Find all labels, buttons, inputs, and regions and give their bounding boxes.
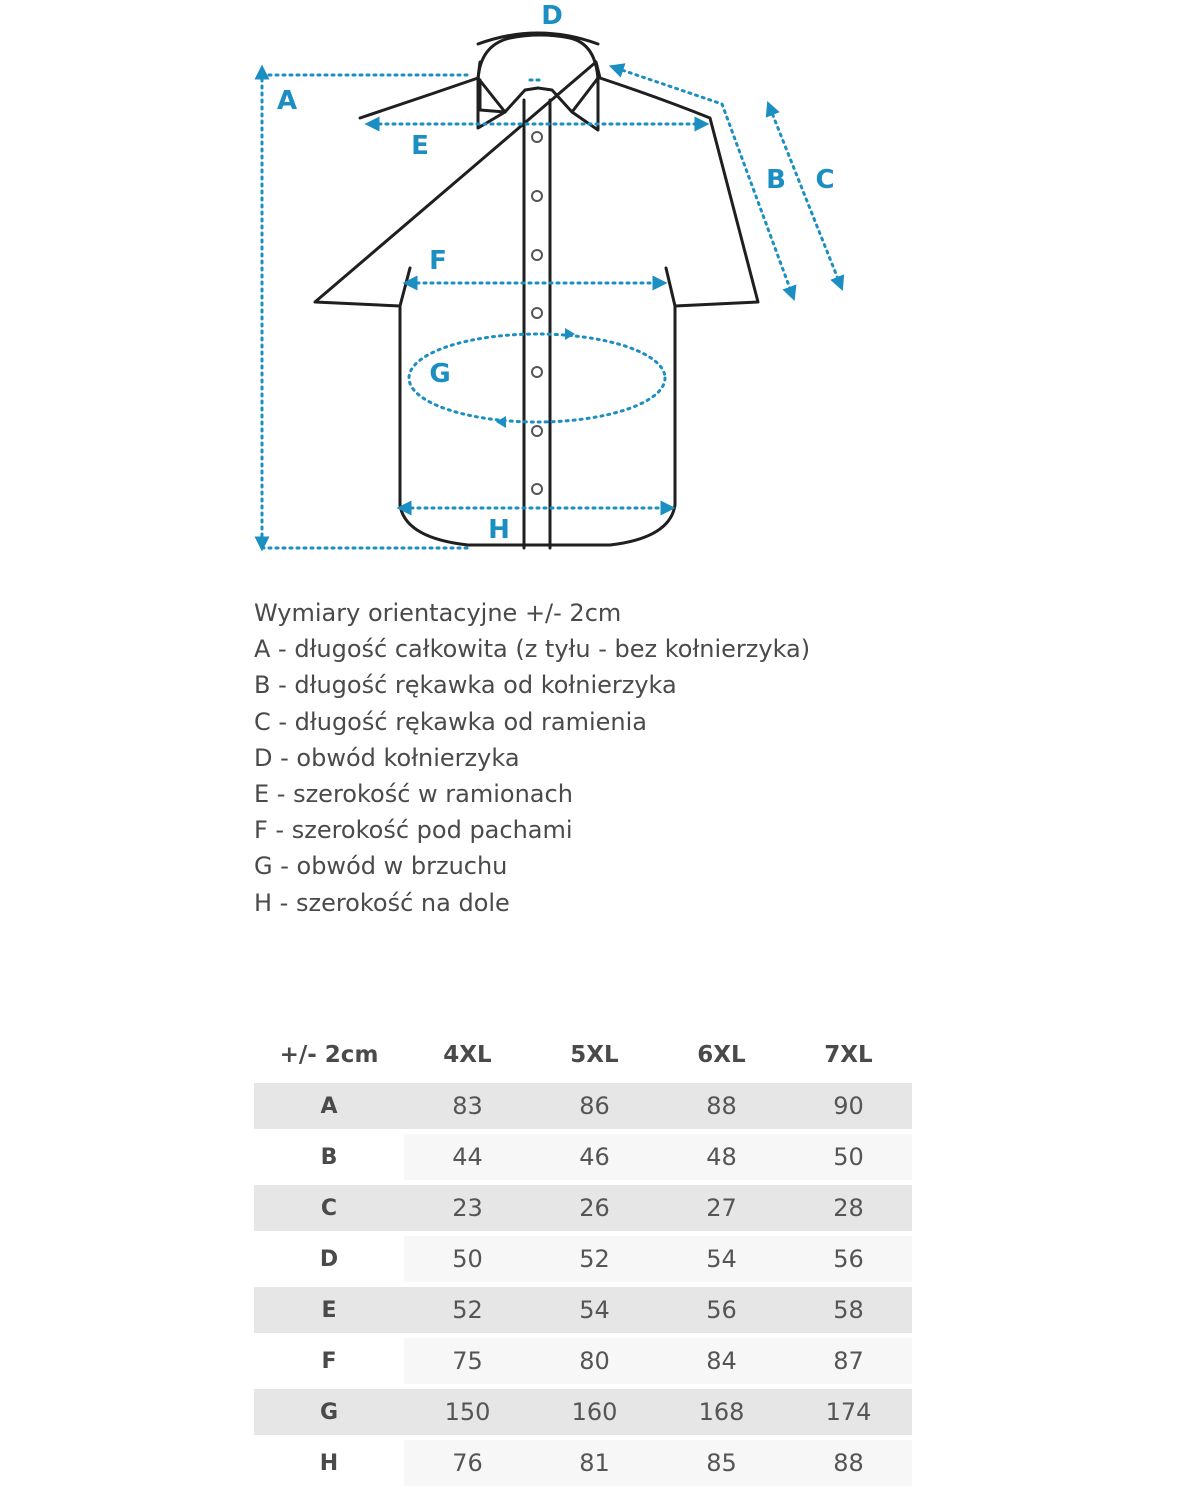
row-label: C: [254, 1185, 404, 1231]
table-cell: 174: [785, 1389, 912, 1435]
table-cell: 23: [404, 1185, 531, 1231]
table-row-d: [254, 1236, 912, 1282]
table-cell: 26: [531, 1185, 658, 1231]
table-cell: 81: [531, 1440, 658, 1486]
table-cell: 160: [531, 1389, 658, 1435]
legend-item-a: A - długość całkowita (z tyłu - bez kołnierzyka): [254, 635, 811, 664]
button-icon: [532, 250, 542, 260]
button-icon: [532, 191, 542, 201]
row-label: A: [254, 1083, 404, 1129]
table-cell: 54: [531, 1287, 658, 1333]
table-cell: 84: [658, 1338, 785, 1384]
table-cell: 168: [658, 1389, 785, 1435]
dim-label-e: E: [411, 131, 429, 161]
table-cell: 85: [658, 1440, 785, 1486]
dim-label-a: A: [276, 86, 298, 116]
legend-item-f: F - szerokość pod pachami: [254, 816, 573, 845]
row-label: D: [254, 1236, 404, 1282]
table-cell: 28: [785, 1185, 912, 1231]
table-cell: 50: [404, 1236, 531, 1282]
header-tolerance: +/- 2cm: [279, 1042, 379, 1068]
legend-item-c: C - długość rękawka od ramienia: [254, 707, 647, 736]
legend-item-e: E - szerokość w ramionach: [254, 780, 573, 809]
table-cell: 88: [785, 1440, 912, 1486]
row-label: F: [254, 1338, 404, 1384]
table-row-b: [254, 1134, 912, 1180]
shirt-measurement-diagram: [0, 0, 1200, 580]
shirt-outline: [315, 33, 758, 548]
table-cell: 150: [404, 1389, 531, 1435]
dim-label-d: D: [541, 1, 563, 31]
dim-label-f: F: [429, 246, 447, 276]
header-size-7xl: 7XL: [824, 1042, 873, 1068]
measure-line-c: [770, 108, 840, 284]
table-cell: 56: [785, 1236, 912, 1282]
size-table-header: [254, 1032, 912, 1078]
dim-label-b: B: [766, 165, 786, 195]
table-cell: 87: [785, 1338, 912, 1384]
measure-g-arrows: [496, 328, 575, 428]
button-icon: [532, 426, 542, 436]
table-cell: 86: [531, 1083, 658, 1129]
legend-note: Wymiary orientacyjne +/- 2cm: [254, 599, 622, 627]
table-cell: 56: [658, 1287, 785, 1333]
table-cell: 58: [785, 1287, 912, 1333]
button-icon: [532, 132, 542, 142]
table-cell: 76: [404, 1440, 531, 1486]
table-cell: 83: [404, 1083, 531, 1129]
table-row-c: [254, 1185, 912, 1231]
table-cell: 54: [658, 1236, 785, 1282]
table-cell: 50: [785, 1134, 912, 1180]
table-cell: 48: [658, 1134, 785, 1180]
button-icon: [532, 367, 542, 377]
table-row-f: [254, 1338, 912, 1384]
table-cell: 46: [531, 1134, 658, 1180]
row-label: G: [254, 1389, 404, 1435]
arrow-right-icon: [565, 328, 575, 340]
table-cell: 52: [531, 1236, 658, 1282]
arrow-left-icon: [496, 416, 506, 428]
header-size-5xl: 5XL: [570, 1042, 619, 1068]
table-cell: 52: [404, 1287, 531, 1333]
row-label: E: [254, 1287, 404, 1333]
table-row-a: [254, 1083, 912, 1129]
table-row-g: [254, 1389, 912, 1435]
size-table: [254, 1027, 912, 1491]
header-size-6xl: 6XL: [697, 1042, 746, 1068]
table-cell: 88: [658, 1083, 785, 1129]
button-icon: [532, 484, 542, 494]
table-cell: 27: [658, 1185, 785, 1231]
legend-item-h: H - szerokość na dole: [254, 888, 510, 917]
shirt-buttons: [532, 132, 542, 494]
table-row-e: [254, 1287, 912, 1333]
dim-label-g: G: [429, 359, 451, 389]
shirt-diagram-svg: [0, 0, 1200, 580]
legend-item-d: D - obwód kołnierzyka: [254, 743, 520, 772]
table-cell: 80: [531, 1338, 658, 1384]
dim-label-h: H: [488, 515, 510, 545]
header-size-4xl: 4XL: [443, 1042, 492, 1068]
row-label: B: [254, 1134, 404, 1180]
table-cell: 44: [404, 1134, 531, 1180]
legend-item-g: G - obwód w brzuchu: [254, 852, 508, 881]
table-cell: 90: [785, 1083, 912, 1129]
table-row-h: [254, 1440, 912, 1486]
dim-label-c: C: [815, 165, 835, 195]
measurement-legend: [254, 595, 810, 921]
legend-item-b: B - długość rękawka od kołnierzyka: [254, 671, 677, 700]
row-label: H: [254, 1440, 404, 1486]
button-icon: [532, 308, 542, 318]
table-cell: 75: [404, 1338, 531, 1384]
